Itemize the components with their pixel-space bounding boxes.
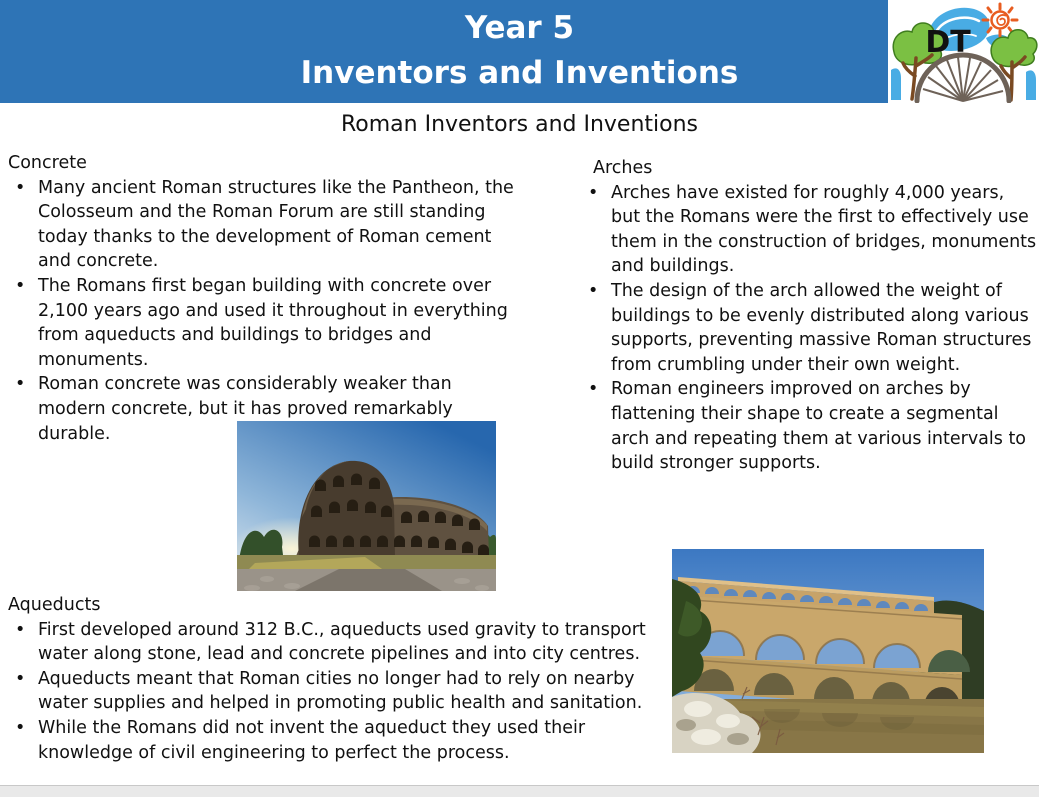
bullet-text: Roman engineers improved on arches by flattening their shape to create a segmental arch and repeating them at various intervals to build stronger supports. xyxy=(611,379,1027,474)
dt-logo-icon xyxy=(888,0,1039,103)
bullet-marker: • xyxy=(588,182,599,203)
page-title-line2: Inventors and Inventions xyxy=(300,55,739,91)
list-item xyxy=(8,618,658,667)
bullet-marker: • xyxy=(588,280,599,301)
bullet-marker: • xyxy=(15,177,26,198)
bullet-marker: • xyxy=(15,717,26,738)
aqueduct-photo xyxy=(672,549,984,753)
logo-dt-text: DT xyxy=(925,25,971,60)
section-heading-arches: Arches xyxy=(593,158,653,178)
bullet-marker: • xyxy=(15,619,26,640)
bullet-marker: • xyxy=(15,374,26,395)
bullet-text: Arches have existed for roughly 4,000 years, but the Romans were the first to effectively use them in the construction of bridges, monuments and buildings. xyxy=(611,182,1037,277)
section-heading-concrete: Concrete xyxy=(8,153,87,173)
arches-bullet-list xyxy=(585,181,1037,476)
bullet-text: The design of the arch allowed the weight of buildings to be evenly distributed along various supports, preventing massive Roman structures from crumbling under their own weight. xyxy=(611,280,1032,375)
bullet-text: Aqueducts meant that Roman cities no longer had to rely on nearby water supplies and helped in promoting public health and sanitation. xyxy=(38,668,643,714)
list-item xyxy=(585,279,1037,377)
section-arches xyxy=(585,156,1037,476)
dt-curriculum-logo xyxy=(888,0,1039,103)
colosseum-photo xyxy=(237,421,496,591)
header-banner xyxy=(0,0,1039,103)
concrete-bullet-list xyxy=(8,176,520,447)
bullet-marker: • xyxy=(15,275,26,296)
slide-subtitle: Roman Inventors and Inventions xyxy=(340,112,699,137)
aqueducts-bullet-list xyxy=(8,618,658,766)
bullet-marker: • xyxy=(15,668,26,689)
bullet-text: Many ancient Roman structures like the Pantheon, the Colosseum and the Roman Forum are still standing today thanks to the development of Roman cement and concrete. xyxy=(38,177,514,272)
list-item xyxy=(8,667,658,716)
bullet-text: The Romans first began building with concrete over 2,100 years ago and used it throughout in everything from aqueducts and buildings to bridges and monuments. xyxy=(38,275,508,370)
section-aqueducts xyxy=(8,593,658,765)
bullet-marker: • xyxy=(588,379,599,400)
section-heading-aqueducts: Aqueducts xyxy=(8,595,101,615)
list-item xyxy=(8,274,520,372)
page-title-line1: Year 5 xyxy=(464,10,575,46)
window-bottom-strip xyxy=(0,785,1039,797)
bullet-text: Roman concrete was considerably weaker than modern concrete, but it has proved remarkably durable. xyxy=(38,374,453,444)
section-concrete xyxy=(8,151,520,446)
bullet-text: While the Romans did not invent the aqueduct they used their knowledge of civil engineering to perfect the process. xyxy=(38,717,586,763)
list-item xyxy=(585,377,1037,475)
bullet-text: First developed around 312 B.C., aqueducts used gravity to transport water along stone, lead and concrete pipelines and into city centres. xyxy=(38,619,646,665)
list-item xyxy=(8,176,520,274)
list-item xyxy=(585,181,1037,279)
list-item xyxy=(8,716,658,765)
page-title xyxy=(0,6,1039,96)
